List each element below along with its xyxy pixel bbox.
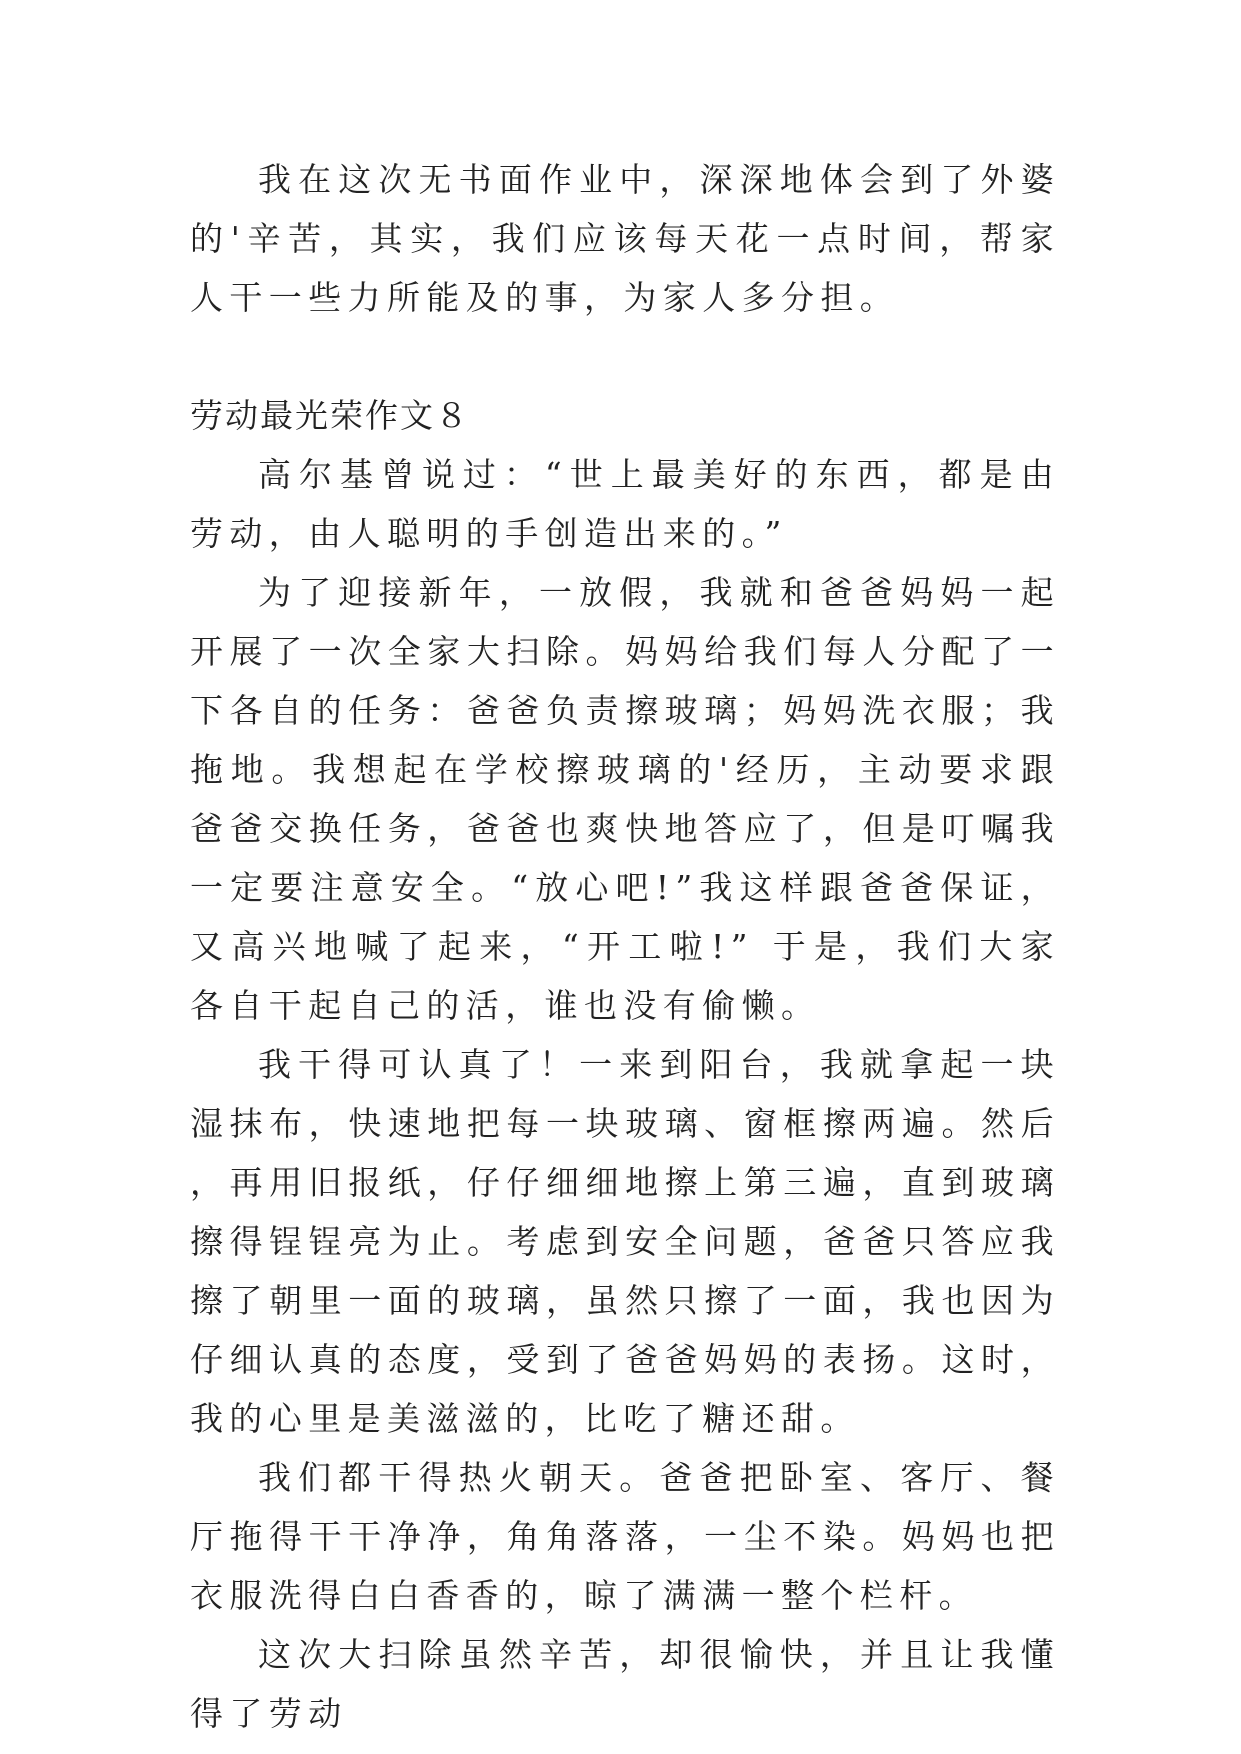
paragraph-quote: 高尔基曾说过：“世上最美好的东西，都是由劳动，由人聪明的手创造出来的。” — [190, 455, 1060, 553]
paragraph-conclusion: 这次大扫除虽然辛苦，却很愉快，并且让我懂得了劳动 — [190, 1635, 1060, 1733]
essay-block — [190, 386, 1060, 1743]
intro-paragraph: 我在这次无书面作业中，深深地体会到了外婆的'辛苦，其实，我们应该每天花一点时间，帮家人干一些力所能及的事，为家人多分担。 — [190, 160, 1060, 317]
paragraph-cleaning-plan: 为了迎接新年，一放假，我就和爸爸妈妈一起开展了一次全家大扫除。妈妈给我们每人分配了一下各自的任务：爸爸负责擦玻璃；妈妈洗衣服；我拖地。我想起在学校擦玻璃的'经历，主动要求跟爸爸交换任务，爸爸也爽快地答应了，但是叮嘱我一定要注意安全。“放心吧!”我这样跟爸爸保证，又高兴地喊了起来，“开工啦!” 于是，我们大家各自干起自己的活，谁也没有偷懒。 — [190, 573, 1060, 1025]
intro-block — [190, 150, 1060, 327]
section-title: 劳动最光荣作文８ — [190, 396, 470, 435]
paragraph-family-work: 我们都干得热火朝天。爸爸把卧室、客厅、餐厅拖得干干净净，角角落落，一尘不染。妈妈也把衣服洗得白白香香的，晾了满满一整个栏杆。 — [190, 1458, 1060, 1615]
paragraph-window-cleaning: 我干得可认真了！一来到阳台，我就拿起一块湿抹布，快速地把每一块玻璃、窗框擦两遍。然后，再用旧报纸，仔仔细细地擦上第三遍，直到玻璃擦得锃锃亮为止。考虑到安全问题，爸爸只答应我擦了朝里一面的玻璃，虽然只擦了一面，我也因为仔细认真的态度，受到了爸爸妈妈的表扬。这时，我的心里是美滋滋的，比吃了糖还甜。 — [190, 1045, 1060, 1438]
